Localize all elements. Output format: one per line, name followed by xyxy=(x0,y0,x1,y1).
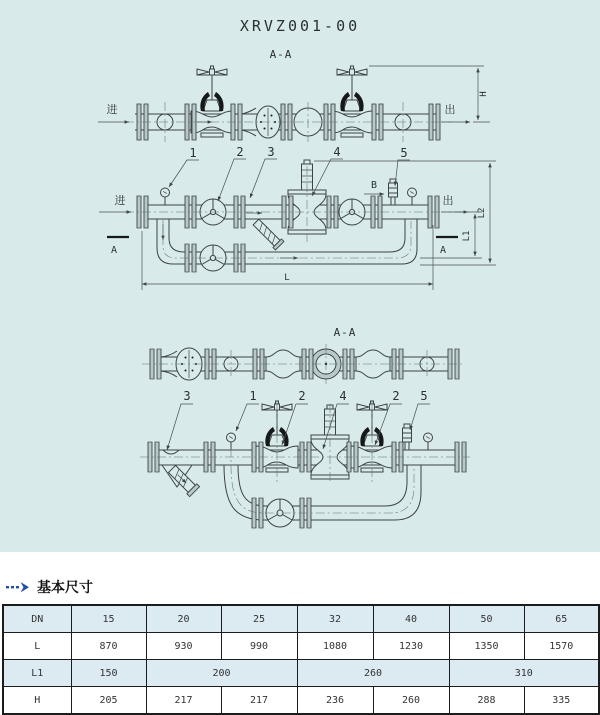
svg-text:3: 3 xyxy=(183,389,191,403)
row-label: DN xyxy=(3,605,71,633)
cell: 288 xyxy=(449,687,524,715)
cell: 40 xyxy=(373,605,449,633)
row-label: H xyxy=(3,687,71,715)
outlet-label: 出 xyxy=(442,194,454,207)
test-cock xyxy=(403,424,412,450)
side-view-drawing xyxy=(98,66,490,142)
basic-dimensions-section xyxy=(0,552,600,715)
cell: 50 xyxy=(449,605,524,633)
section-marker-a-right xyxy=(436,237,458,256)
table-title: 基本尺寸 xyxy=(37,580,93,596)
callout-3 xyxy=(250,145,277,198)
row-label: L1 xyxy=(3,660,71,687)
table-row-h xyxy=(3,687,599,715)
cell: 990 xyxy=(221,633,297,660)
table-row-dn xyxy=(3,605,599,633)
cell: 1080 xyxy=(297,633,373,660)
cell: 20 xyxy=(146,605,221,633)
svg-text:A: A xyxy=(439,245,447,256)
cell: 150 xyxy=(71,660,146,687)
cell: 236 xyxy=(297,687,373,715)
blue-dashed-arrow-icon xyxy=(6,581,30,593)
cell: 260 xyxy=(297,660,449,687)
svg-text:H: H xyxy=(479,91,489,97)
cell: 200 xyxy=(146,660,297,687)
svg-text:L: L xyxy=(284,273,290,283)
pressure-gauge xyxy=(408,188,417,205)
callout-4 xyxy=(312,145,343,196)
svg-text:1: 1 xyxy=(249,389,257,403)
section-label-mid: A-A xyxy=(333,326,357,339)
cell: 15 xyxy=(71,605,146,633)
outlet-label: 出 xyxy=(444,103,456,116)
pressure-gauge xyxy=(161,188,170,205)
callout-5 xyxy=(410,389,430,430)
section-label-top: A-A xyxy=(269,48,293,61)
svg-text:4: 4 xyxy=(333,145,341,159)
inlet-label: 进 xyxy=(106,103,118,116)
pressure-gauge xyxy=(227,433,236,450)
plan-view-drawing xyxy=(99,145,496,290)
inlet-label: 进 xyxy=(114,194,126,207)
svg-text:A: A xyxy=(110,245,118,256)
cell: 25 xyxy=(221,605,297,633)
callout-2 xyxy=(218,145,246,201)
dimensions-table xyxy=(2,604,600,715)
globe-valve xyxy=(191,66,233,137)
svg-text:2: 2 xyxy=(392,389,400,403)
svg-text:5: 5 xyxy=(420,389,428,403)
test-cock xyxy=(389,179,398,205)
callout-3 xyxy=(167,389,193,450)
svg-text:L1: L1 xyxy=(462,230,472,242)
row-label: L xyxy=(3,633,71,660)
strainer-blowoff xyxy=(252,218,284,250)
svg-text:5: 5 xyxy=(400,146,408,160)
cell: 870 xyxy=(71,633,146,660)
table-row-l1 xyxy=(3,660,599,687)
cell: 1350 xyxy=(449,633,524,660)
section-marker-a-left xyxy=(107,237,129,256)
svg-text:1: 1 xyxy=(189,146,197,160)
cell: 930 xyxy=(146,633,221,660)
cell: 1570 xyxy=(524,633,599,660)
svg-text:2: 2 xyxy=(298,389,306,403)
cell: 310 xyxy=(449,660,599,687)
page-title: XRVZ001-00 xyxy=(239,17,361,35)
cell: 32 xyxy=(297,605,373,633)
cell: 205 xyxy=(71,687,146,715)
table-row-l xyxy=(3,633,599,660)
cell: 217 xyxy=(146,687,221,715)
cell: 1230 xyxy=(373,633,449,660)
svg-text:3: 3 xyxy=(267,145,275,159)
elevation-view-drawing xyxy=(140,389,470,528)
svg-text:L2: L2 xyxy=(477,207,487,219)
cell: 260 xyxy=(373,687,449,715)
section-view-drawing xyxy=(142,344,462,384)
table-title-row xyxy=(6,577,600,597)
cell: 335 xyxy=(524,687,599,715)
callout-5 xyxy=(395,146,410,186)
cell: 65 xyxy=(524,605,599,633)
callout-1 xyxy=(169,146,199,187)
cell: 217 xyxy=(221,687,297,715)
pressure-gauge xyxy=(424,433,433,450)
branch-label: B xyxy=(370,180,378,191)
svg-text:2: 2 xyxy=(236,145,244,159)
callout-1 xyxy=(236,389,259,431)
globe-valve xyxy=(331,66,373,137)
svg-text:4: 4 xyxy=(339,389,347,403)
